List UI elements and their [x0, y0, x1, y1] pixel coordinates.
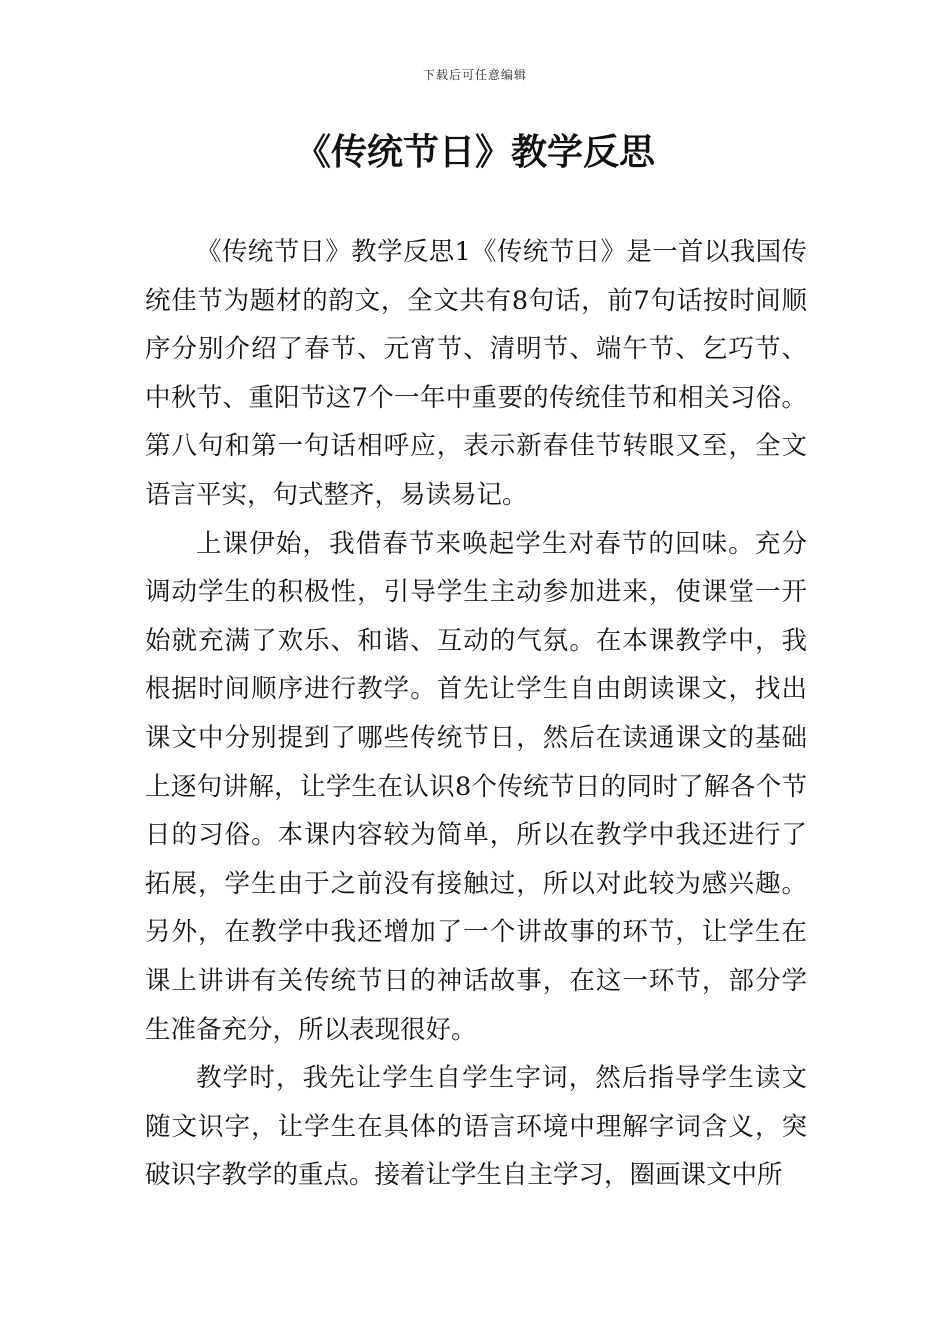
paragraph-2: 上课伊始，我借春节来唤起学生对春节的回味。充分调动学生的积极性，引导学生主动参加进来，使课堂一开始就充满了欢乐、和谐、互动的气氛。在本课教学中，我根据时间顺序进行教学。首先让学生自由朗读课文，找出课文中分别提到了哪些传统节日，然后在读通课文的基础上逐句讲解，让学生在认识8个传统节日的同时了解各个节日的习俗。本课内容较为简单，所以在教学中我还进行了拓展，学生由于之前没有接触过，所以对此较为感兴趣。另外，在教学中我还增加了一个讲故事的环节，让学生在课上讲讲有关传统节日的神话故事，在这一环节，部分学生准备充分，所以表现很好。: [145, 528, 807, 1045]
paragraph-3: 教学时，我先让学生自学生字词，然后指导学生读文随文识字，让学生在具体的语言环境中理解字词含义，突破识字教学的重点。接着让学生自主学习，圈画课文中所: [145, 1063, 807, 1191]
page-title: 《传统节日》教学反思: [294, 132, 655, 173]
document-body: [145, 228, 807, 1200]
header-note: 下载后可任意编辑: [422, 68, 527, 82]
paragraph-1: 《传统节日》教学反思1《传统节日》是一首以我国传统佳节为题材的韵文，全文共有8句话，前7句话按时间顺序分别介绍了春节、元宵节、清明节、端午节、乞巧节、中秋节、重阳节这7个一年中重要的传统佳节和相关习俗。第八句和第一句话相呼应，表示新春佳节转眼又至，全文语言平实，句式整齐，易读易记。: [145, 237, 807, 510]
